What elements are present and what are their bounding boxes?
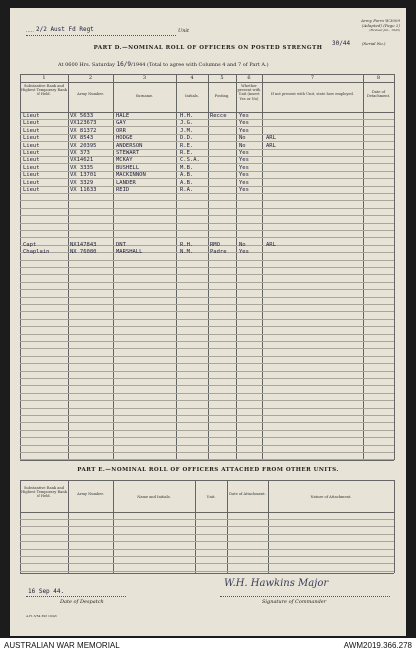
attached-officer-rank: Chaplain: [23, 249, 50, 256]
part-e-title: PART E.—NOMINAL ROLL OF OFFICERS ATTACHED FROM OTHER UNITS.: [77, 467, 339, 473]
officer-surname: MACKINNON: [116, 172, 146, 179]
officer-number: VX 373: [70, 150, 90, 156]
row-rule: [20, 215, 394, 216]
attached-officer-number: NX147843: [70, 242, 97, 248]
officer-present: Yes: [239, 187, 249, 193]
officer-initials: J.M.: [180, 127, 194, 134]
footer-institution: AUSTRALIAN WAR MEMORIAL: [4, 641, 120, 650]
e-row-rule: [20, 541, 394, 542]
commander-signature: W.H. Hawkins Major: [224, 578, 329, 589]
row-rule: [20, 193, 394, 194]
row-rule: [20, 237, 394, 238]
row-rule: [20, 437, 394, 438]
row-rule: [20, 400, 394, 401]
col-number-3: 3: [142, 75, 147, 81]
officer-number: VX 3329: [70, 179, 94, 186]
unit-label: Unit: [178, 28, 190, 34]
officer-present: Yes: [239, 179, 249, 186]
officer-employed: ARL: [266, 135, 276, 142]
row-rule: [20, 223, 394, 224]
col-header-army-number: Army Number.: [77, 92, 104, 96]
serial-label: (Serial No.): [362, 41, 386, 46]
e-row-rule: [20, 563, 394, 564]
despatch-date: 16 Sep 44.: [28, 588, 65, 595]
row-rule: [20, 230, 394, 231]
row-rule: [20, 445, 394, 446]
officer-rank: Lieut: [23, 150, 40, 156]
officer-present: Yes: [239, 164, 249, 171]
subtitle-suffix: (Total to agree with Columns 4 and 7 of Part A.): [147, 62, 269, 68]
officer-initials: C.S.A.: [180, 157, 200, 164]
subtitle-date: 16/9: [116, 61, 132, 68]
form-ref-line3: (Revised Jan., 1943): [369, 28, 400, 32]
officer-rank: Lieut: [23, 157, 40, 164]
officer-present: Yes: [239, 120, 249, 127]
col-header-surname: Surname.: [135, 94, 154, 98]
officer-number: VX 3335: [70, 164, 94, 171]
row-rule: [20, 348, 394, 349]
row-rule: [20, 452, 394, 453]
officer-number: VX123673: [70, 120, 97, 127]
e-col-header-unit: Unit.: [206, 495, 216, 499]
e-col-header-army-number: Army Number.: [77, 492, 104, 496]
officer-number: VX 5633: [70, 113, 94, 119]
officer-present: No: [239, 135, 246, 142]
footer-accession-number: AWM2019.366.278: [343, 641, 412, 650]
col-number-8: 8: [376, 75, 381, 81]
officer-rank: Lieut: [23, 113, 40, 119]
row-rule: [20, 341, 394, 342]
row-rule: [20, 378, 394, 379]
officer-initials: R.E.: [180, 150, 194, 156]
officer-rank: Lieut: [23, 127, 40, 134]
row-rule: [20, 459, 394, 460]
row-rule: [20, 208, 394, 209]
officer-present: Yes: [239, 150, 249, 156]
unit-dotted-line: [26, 35, 176, 36]
officer-initials: A.B.: [180, 179, 194, 186]
col-number-1: 1: [42, 75, 46, 81]
col-header-detachment: Date of Detachment.: [366, 90, 391, 99]
e-row-rule: [20, 534, 394, 535]
attached-officer-number: NX 76080: [70, 249, 97, 256]
part-d-subtitle: [58, 61, 269, 68]
row-rule: [20, 297, 394, 298]
col-header-employed: If not present with Unit, state how employed.: [271, 92, 354, 96]
row-rule: [20, 200, 394, 201]
officer-initials: M.B.: [180, 164, 194, 171]
serial-number: 30/44: [332, 40, 351, 47]
officer-number: VX 11633: [70, 187, 97, 193]
e-row-rule: [20, 519, 394, 520]
form-sheet: [10, 8, 406, 636]
officer-rank: Lieut: [23, 135, 40, 142]
attached-officer-posting: Padre: [210, 249, 227, 256]
row-rule: [20, 267, 394, 268]
officer-present: Yes: [239, 157, 249, 164]
officer-surname: MCKAY: [116, 157, 133, 164]
form-ref-line1: Army Form W.3009: [361, 18, 400, 23]
officer-initials: R.A.: [180, 187, 194, 193]
row-rule: [20, 304, 394, 305]
attached-officer-initials: N.M.: [180, 249, 194, 256]
col-number-4: 4: [190, 75, 194, 81]
officer-number: VX 8543: [70, 135, 94, 142]
footer-bar: [0, 638, 416, 653]
subtitle-prefix: At 0600 Hrs. Saturday: [58, 62, 115, 68]
despatch-label: Date of Despatch: [60, 599, 104, 605]
col-header-posting: Posting.: [214, 94, 230, 98]
officer-initials: A.B.: [180, 172, 194, 179]
row-rule: [20, 430, 394, 431]
officer-number: VX 13701: [70, 172, 97, 179]
e-col-header-nature: Nature of Attachment.: [310, 495, 352, 499]
form-ref-line2: (Adapted) (Page 2): [361, 23, 400, 28]
row-rule: [20, 356, 394, 357]
row-rule: [20, 274, 394, 275]
col-number-6: 6: [247, 75, 251, 81]
row-rule: [20, 385, 394, 386]
officer-initials: J.G.: [180, 120, 194, 127]
officer-surname: STEWART: [116, 150, 140, 156]
signature-label: Signature of Commander: [262, 599, 327, 605]
row-rule: [20, 393, 394, 394]
attached-officer-present: Yes: [239, 249, 249, 256]
officer-surname: ANDERSON: [116, 142, 143, 149]
attached-officer-present: No: [239, 242, 246, 248]
officer-surname: HODGE: [116, 135, 133, 142]
col-header-rank: Substantive Rank and Highest Temporary Rank if Held.: [21, 84, 67, 97]
attached-officer-rank: Capt: [23, 242, 37, 248]
officer-posting: Recce: [210, 113, 227, 119]
officer-number: VX 81372: [70, 127, 97, 134]
e-row-rule: [20, 571, 394, 572]
officer-present: Yes: [239, 172, 249, 179]
row-rule: [20, 289, 394, 290]
row-rule: [20, 334, 394, 335]
col-header-initials: Initials.: [185, 94, 199, 98]
officer-surname: REID: [116, 187, 130, 193]
attached-officer-initials: R.H.: [180, 242, 194, 248]
unit-prefix: .....: [26, 28, 34, 34]
e-row-rule: [20, 526, 394, 527]
officer-rank: Lieut: [23, 187, 40, 193]
e-col-header-rank: Substantive Rank and Highest Temporary Rank if Held.: [21, 486, 67, 499]
officer-initials: D.D.: [180, 135, 194, 142]
e-row-rule: [20, 549, 394, 550]
officer-initials: R.E.: [180, 142, 194, 149]
row-rule: [20, 422, 394, 423]
officer-rank: Lieut: [23, 172, 40, 179]
col-header-present: Whether present with Unit (insert Yes or No): [237, 84, 261, 101]
e-col-header-date: Date of Attachment.: [229, 492, 266, 496]
officer-surname: ORR: [116, 127, 126, 134]
officer-surname: BUSHELL: [116, 164, 140, 171]
form-reference: [328, 18, 400, 33]
officer-rank: Lieut: [23, 179, 40, 186]
officer-rank: Lieut: [23, 120, 40, 127]
row-rule: [20, 260, 394, 261]
officer-rank: Lieut: [23, 142, 40, 149]
officer-number: VX14621: [70, 157, 94, 164]
col-number-5: 5: [220, 75, 224, 81]
row-rule: [20, 311, 394, 312]
row-rule: [20, 282, 394, 283]
row-rule: [20, 319, 394, 320]
attached-officer-surname: MARSHALL: [116, 249, 143, 256]
printer-code: A.H. 3/54 393 10/43: [26, 614, 57, 618]
officer-present: Yes: [239, 113, 249, 119]
attached-officer-employed: ARL: [266, 242, 276, 248]
e-col-header-name: Name and Initials.: [137, 495, 171, 499]
officer-employed: ARL: [266, 142, 276, 149]
attached-officer-posting: RMO: [210, 242, 220, 248]
officer-surname: GAY: [116, 120, 126, 127]
row-rule: [20, 408, 394, 409]
officer-number: VX 20395: [70, 142, 97, 149]
officer-surname: LANDER: [116, 179, 136, 186]
officer-surname: HALE: [116, 113, 130, 119]
e-row-rule: [20, 556, 394, 557]
row-rule: [20, 415, 394, 416]
officer-rank: Lieut: [23, 164, 40, 171]
officer-present: Yes: [239, 127, 249, 134]
row-rule: [20, 363, 394, 364]
part-d-title: PART D.—NOMINAL ROLL OF OFFICERS ON POSTED STRENGTH: [93, 45, 323, 51]
row-rule: [20, 326, 394, 327]
officer-initials: H.H.: [180, 113, 194, 119]
attached-officer-surname: DNT: [116, 242, 126, 248]
unit-name: 2/2 Aust Fd Regt: [36, 26, 94, 33]
col-number-2: 2: [88, 75, 93, 81]
subtitle-year: /1944: [131, 62, 146, 68]
officer-present: No: [239, 142, 246, 149]
row-rule: [20, 371, 394, 372]
col-number-7: 7: [310, 75, 315, 81]
